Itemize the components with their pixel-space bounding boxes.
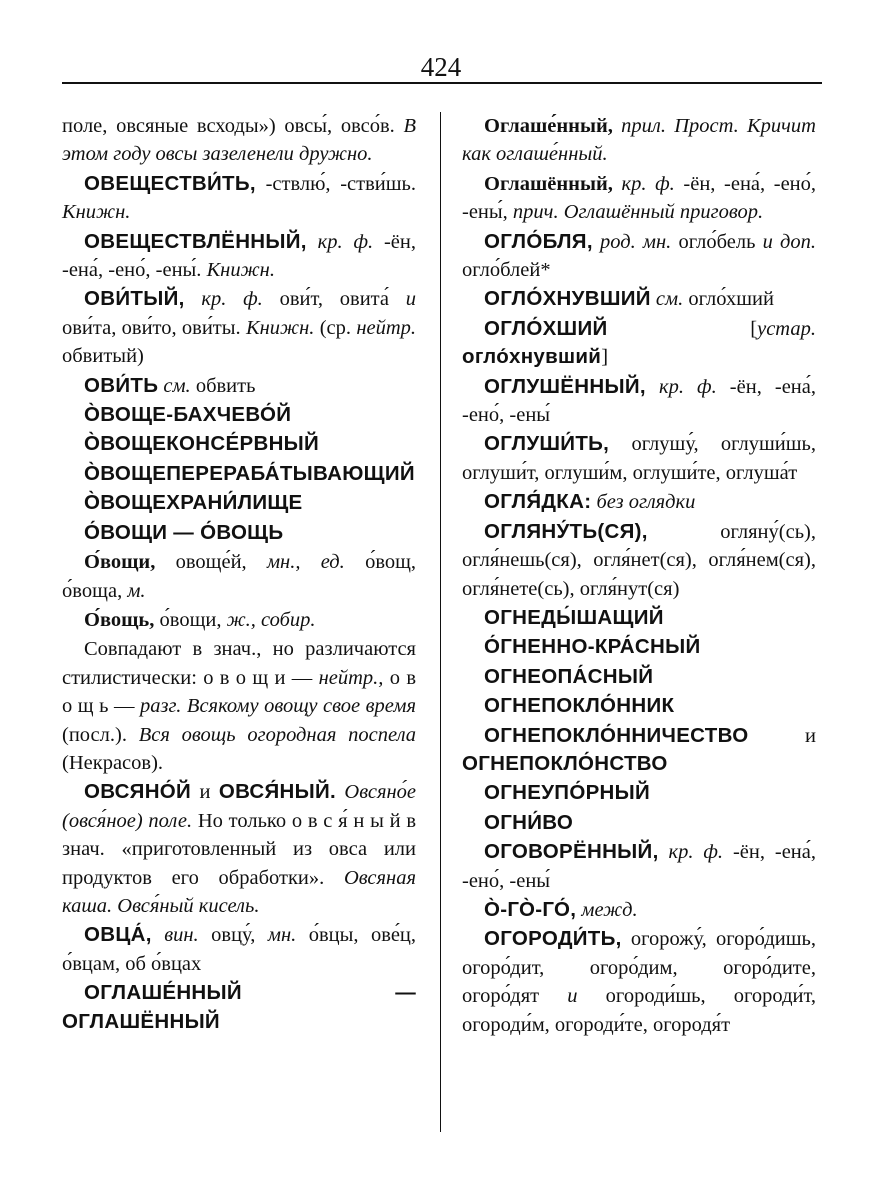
entry-italic: Книжн. — [62, 201, 131, 224]
entry-italic: род. мн. — [600, 230, 672, 253]
entry-italic: кр. ф. — [668, 841, 724, 864]
dictionary-entry — [462, 430, 816, 487]
entry-headword: ОГНЕУПО́РНЫЙ — [484, 781, 651, 805]
entry-text: и — [805, 724, 816, 747]
entry-headword: О̀ВОЩЕХРАНИ́ЛИЩЕ — [84, 491, 303, 515]
entry-text: о́вощ, о́вoща, — [62, 551, 417, 602]
entry-text: обвитый) — [62, 345, 144, 368]
entry-italic: Книжн. — [245, 316, 315, 339]
entry-italic: В этом году овсы зазеленели дружно. — [62, 115, 417, 166]
dictionary-entry — [62, 285, 416, 370]
entry-italic: Овсяно́е (овся́ное) поле. — [62, 781, 417, 832]
entry-italic: и — [567, 985, 578, 1008]
entry-text: оглушу́, оглуши́шь, оглуши́т, оглуши́м, оглуши́те, оглуша́т — [462, 433, 816, 484]
entry-text: Совпадают в знач., но различаются стилистически: о в о щ и — — [62, 638, 416, 689]
dictionary-entry — [462, 228, 816, 285]
entry-italic: Книжн. — [206, 259, 275, 282]
entry-text: огло́хший — [688, 288, 774, 311]
dictionary-entry — [462, 809, 816, 837]
entry-headword: ОВСЯНО́Й — [84, 780, 192, 804]
dictionary-entry — [462, 604, 816, 632]
entry-text: о́вощи, — [159, 608, 222, 631]
entry-italic: кр. ф. — [621, 172, 675, 195]
entry-text: -ствлю́, -стви́шь. — [265, 172, 416, 195]
dictionary-entry — [462, 285, 816, 313]
entry-headword: ОГНЕОПА́СНЫЙ — [484, 664, 654, 688]
entry-italic: без оглядки — [596, 491, 696, 514]
dictionary-entry — [462, 373, 816, 430]
right-column — [462, 112, 816, 1040]
entry-headword: О́ГНЕННО-КРА́СНЫЙ — [484, 635, 701, 659]
entry-italic: кр. ф. — [317, 230, 374, 253]
dictionary-entry — [62, 519, 416, 547]
entry-headword: огло́хнувший — [462, 345, 602, 369]
dictionary-entry — [62, 460, 416, 488]
dictionary-entry — [462, 315, 816, 372]
entry-text: -ён, -ена́, -ено́, -ены́ — [462, 841, 816, 892]
dictionary-entry — [62, 921, 416, 978]
dictionary-entry — [62, 228, 416, 285]
dictionary-entry — [462, 896, 816, 924]
dictionary-entry — [62, 401, 416, 429]
entry-headword: Оглаше́нный, — [484, 115, 613, 137]
entry-text: о в о щ ь — — [62, 666, 417, 718]
entry-text: (посл.). — [62, 723, 127, 746]
header-rule — [62, 82, 822, 84]
entry-headword: ОГЛО́ХНУВШИЙ — [484, 287, 651, 311]
entry-text: ови́т, овита́ — [279, 288, 389, 311]
entry-headword: ОВИ́ТЬ — [84, 373, 159, 397]
entry-headword: О̀ВОЩЕКОНСЕ́РВНЫЙ — [84, 432, 320, 456]
entry-headword: ОГЛЯ́ДКА: — [484, 490, 592, 514]
entry-headword: ОГЛУШИ́ТЬ, — [484, 432, 610, 456]
entry-italic: см. — [163, 374, 191, 397]
entry-headword: О́вощь, — [84, 608, 155, 631]
dictionary-entry — [462, 925, 816, 1039]
entry-headword: О̀ВОЩЕ-БАХЧЕВО́Й — [84, 403, 292, 427]
entry-headword: О̀-ГО̀-ГО́, — [484, 897, 577, 921]
dictionary-entry — [462, 722, 816, 779]
entry-text: и — [199, 781, 211, 804]
usage-note — [62, 635, 416, 777]
entry-italic: устар. — [757, 317, 816, 340]
dictionary-entry — [62, 430, 416, 458]
dictionary-entry — [62, 372, 416, 400]
entry-text: (Некрасов). — [62, 751, 164, 774]
dictionary-entry — [462, 692, 816, 720]
entry-headword: ОВСЯ́НЫЙ. — [218, 780, 337, 804]
entry-italic: прил. Прост. Кричит как оглаше́нный. — [462, 115, 816, 166]
entry-headword: ОГОРОДИ́ТЬ, — [484, 927, 622, 951]
left-column — [62, 112, 416, 1037]
dictionary-entry — [62, 489, 416, 517]
entry-italic: мн., ед. — [266, 551, 345, 574]
entry-text: (ср. — [319, 316, 352, 339]
dictionary-entry — [462, 518, 816, 603]
dictionary-entry — [62, 170, 416, 227]
entry-text: овцу́, — [211, 924, 256, 947]
dictionary-entry — [462, 488, 816, 516]
entry-headword: Оглашённый, — [484, 172, 613, 195]
entry-italic: межд. — [581, 898, 638, 921]
entry-text: огло́блей* — [462, 259, 551, 282]
dictionary-entry — [462, 633, 816, 661]
entry-text: о́вцы, ове́ц, о́вцам, об о́вцах — [62, 924, 417, 975]
dictionary-entry — [62, 778, 416, 920]
entry-italic: Вся овощь огородная поспела — [138, 723, 417, 746]
entry-headword: ОГНЕДЫ́ШАЩИЙ — [484, 605, 664, 629]
entry-italic: вин. — [164, 924, 199, 947]
entry-text: овоще́й, — [175, 551, 247, 574]
entry-italic: Овсяная каша. Овся́ный кисель. — [62, 866, 416, 917]
entry-italic: мн. — [267, 924, 297, 947]
entry-headword: ОГНИ́ВО — [484, 810, 574, 834]
entry-text: поле, овсяные всходы») овсы́, овсо́в. — [62, 115, 395, 137]
entry-headword: ОГНЕПОКЛО́НСТВО — [462, 751, 668, 775]
entry-italic: м. — [127, 579, 146, 602]
entry-headword: ОГЛЯНУ́ТЬ(СЯ), — [484, 519, 648, 543]
entry-italic: нейтр. — [356, 316, 417, 339]
dictionary-entry — [462, 170, 816, 227]
entry-headword: ОГЛО́ХШИЙ — [484, 316, 608, 340]
entry-italic: ж., собир. — [226, 608, 316, 631]
dictionary-entry — [62, 548, 416, 605]
entry-text: [ — [750, 317, 758, 340]
entry-text: -ён, -ена́, -ено́, -ены́, — [462, 172, 817, 224]
entry-headword: ОВЕЩЕСТВЛЁННЫЙ, — [84, 229, 307, 253]
entry-italic: и — [405, 288, 416, 311]
entry-text: огло́бель — [678, 230, 756, 253]
entry-headword: О́вощи, — [84, 551, 156, 574]
entry-text: ови́та, ови́то, ови́ты. — [62, 316, 241, 339]
entry-headword: О̀ВОЩЕПЕРЕРАБА́ТЫВАЮЩИЙ — [84, 461, 415, 485]
entry-headword: ОГЛО́БЛЯ, — [484, 229, 593, 253]
column-divider — [440, 112, 441, 1132]
entry-headword: ОГНЕПОКЛО́ННИК — [484, 694, 675, 718]
dictionary-entry — [62, 979, 416, 1036]
entry-italic: кр. ф. — [201, 288, 263, 311]
entry-text: огорожу́, огоро́дишь, огоро́дит, огоро́дим, огоро́дите, огоро́дят — [462, 928, 816, 1008]
dictionary-entry — [462, 112, 816, 169]
entry-text: ] — [601, 346, 609, 369]
dictionary-entry — [462, 779, 816, 807]
entry-text: Но только о в с я́ н ы й в знач. «приготовленный из овса или продуктов его обработки». — [62, 809, 417, 889]
entry-headword: ОГЛАШЕ́ННЫЙ — ОГЛАШЁННЫЙ — [62, 981, 416, 1033]
dictionary-entry — [462, 838, 816, 895]
entry-headword: ОГЛУШЁННЫЙ, — [484, 374, 646, 398]
entry-italic: прич. Оглашённый приговор. — [512, 201, 764, 224]
dictionary-entry — [462, 663, 816, 691]
entry-text: -ён, -ена́, -ено́, -ены́ — [462, 375, 817, 427]
entry-headword: ОГНЕПОКЛО́ННИЧЕСТВО — [484, 723, 749, 747]
entry-headword: ОВЦА́, — [84, 923, 152, 947]
page-number: 424 — [420, 52, 462, 82]
entry-headword: О́ВОЩИ — О́ВОЩЬ — [84, 520, 284, 544]
dictionary-entry — [62, 606, 416, 634]
entry-italic: см. — [655, 288, 684, 311]
entry-text: -ён, -ена́, -ено́, -ены́. — [62, 230, 417, 282]
entry-text: огляну́(сь), огля́нешь(ся), огля́нет(ся), огля́нем(ся), огля́нете(сь), огля́нут(ся) — [462, 520, 816, 600]
entry-italic: и доп. — [762, 230, 817, 253]
entry-headword: ОГОВОРЁННЫЙ, — [484, 840, 659, 864]
entry-text: огороди́шь, огороди́т, огороди́м, огороди́те, огородя́т — [462, 985, 817, 1036]
dictionary-entry — [62, 112, 416, 169]
entry-headword: ОВЕЩЕСТВИ́ТЬ, — [84, 171, 256, 195]
entry-italic: нейтр., — [318, 666, 384, 689]
entry-italic: кр. ф. — [659, 375, 717, 398]
entry-headword: ОВИ́ТЫЙ, — [84, 287, 185, 311]
entry-text: обвить — [195, 374, 256, 397]
entry-italic: разг. Всякому овощу свое время — [140, 695, 417, 718]
